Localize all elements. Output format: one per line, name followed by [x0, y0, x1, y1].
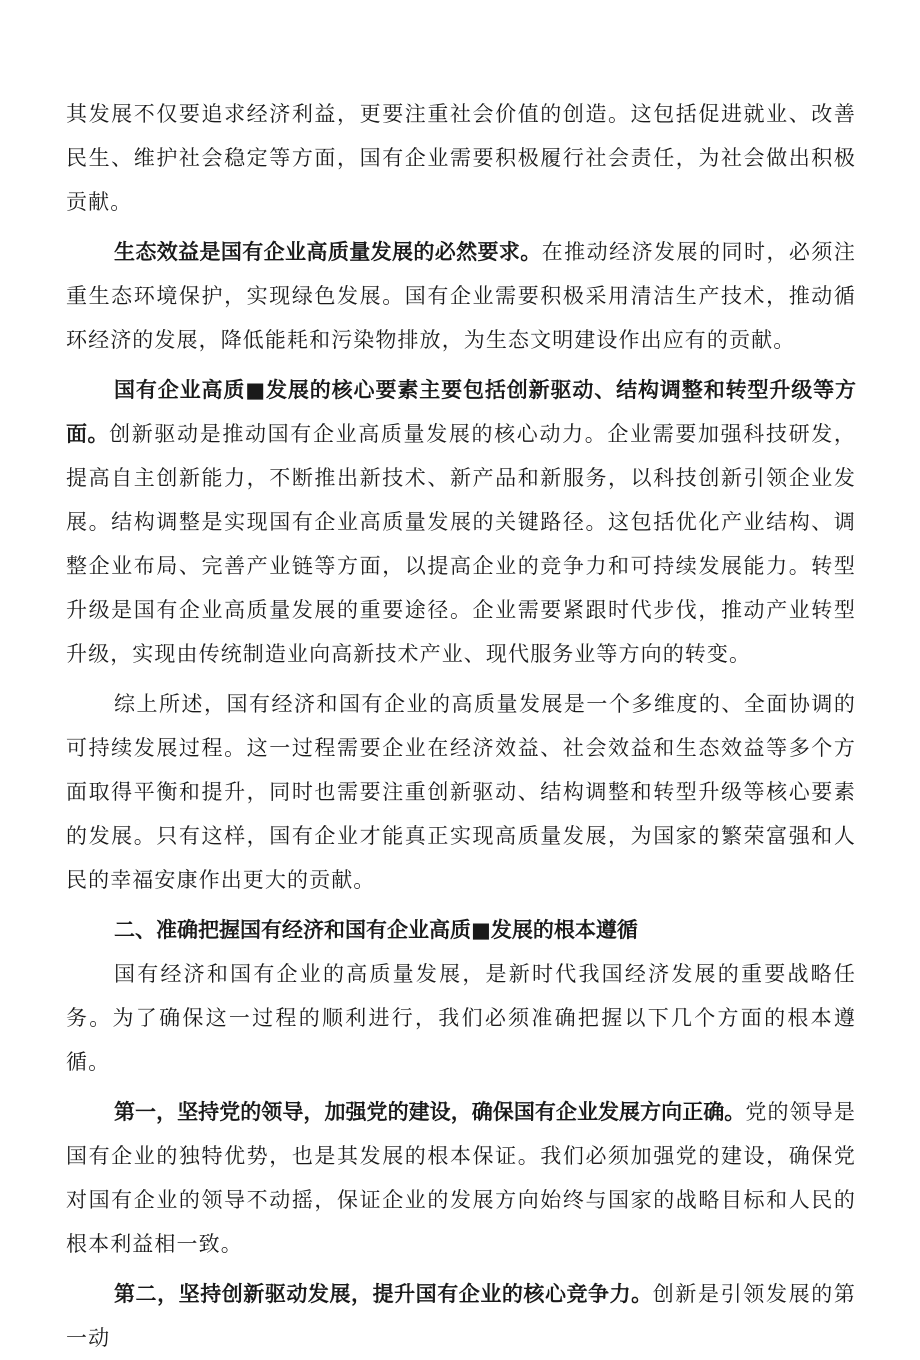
section-heading-2 — [66, 908, 856, 952]
paragraph-summary — [66, 682, 856, 902]
paragraph-text: 创新驱动是推动国有企业高质量发展的核心动力。企业需要加强科技研发，提高自主创新能力，不断推出新技术、新产品和新服务，以科技创新引领企业发展。结构调整是实现国有企业高质量发展的关键路径。这包括优化产业结构、调整企业布局、完善产业链等方面，以提高企业的竞争力和可持续发展能力。转型升级是国有企业高质量发展的重要途径。企业需要紧跟时代步伐，推动产业转型升级，实现由传统制造业向高新技术产业、现代服务业等方向的转变。 — [66, 422, 857, 666]
paragraph-first-principle — [66, 1090, 856, 1266]
paragraph-text: 党的领导是国有企业的独特优势，也是其发展的根本保证。我们必须加强党的建设，确保党对国有企业的领导不动摇，保证企业的发展方向始终与国家的战略目标和人民的根本利益相一致。 — [66, 1100, 857, 1256]
paragraph-lead-sentence: 国有企业高质■发展的核心要素主要包括创新驱动、结构调整和转型升级等方面。 — [66, 378, 856, 446]
paragraph-lead-sentence: 第一，坚持党的领导，加强党的建设，确保国有企业发展方向正确。 — [114, 1100, 746, 1124]
paragraph-text: 在推动经济发展的同时，必须注重生态环境保护，实现绿色发展。国有企业需要积极采用清洁生产技术，推动循环经济的发展，降低能耗和污染物排放，为生态文明建设作出应有的贡献。 — [66, 240, 857, 352]
paragraph-fundamental-principles — [66, 952, 856, 1084]
paragraph-text: 创新是引领发展的第一动 — [66, 1282, 857, 1350]
paragraph-text: 国有经济和国有企业的高质量发展，是新时代我国经济发展的重要战略任务。为了确保这一过程的顺利进行，我们必须准确把握以下几个方面的根本遵循。 — [66, 962, 856, 1074]
paragraph-text: 综上所述，国有经济和国有企业的高质量发展是一个多维度的、全面协调的可持续发展过程。这一过程需要企业在经济效益、社会效益和生态效益等多个方面取得平衡和提升，同时也需要注重创新驱动、结构调整和转型升级等核心要素的发展。只有这样，国有企业才能真正实现高质量发展，为国家的繁荣富强和人民的幸福安康作出更大的贡献。 — [66, 692, 856, 892]
paragraph-social-value — [66, 92, 856, 224]
paragraph-core-elements — [66, 368, 856, 676]
paragraph-ecological-benefit — [66, 230, 856, 362]
document-body — [66, 92, 856, 1360]
section-heading-text: 二、准确把握国有经济和国有企业高质■发展的根本遵循 — [114, 918, 638, 942]
paragraph-lead-sentence: 生态效益是国有企业高质量发展的必然要求。 — [114, 240, 542, 264]
paragraph-text: 其发展不仅要追求经济利益，更要注重社会价值的创造。这包括促进就业、改善民生、维护社会稳定等方面，国有企业需要积极履行社会责任，为社会做出积极贡献。 — [66, 102, 856, 214]
paragraph-second-principle — [66, 1272, 856, 1360]
paragraph-lead-sentence: 第二，坚持创新驱动发展，提升国有企业的核心竞争力。 — [114, 1282, 653, 1306]
